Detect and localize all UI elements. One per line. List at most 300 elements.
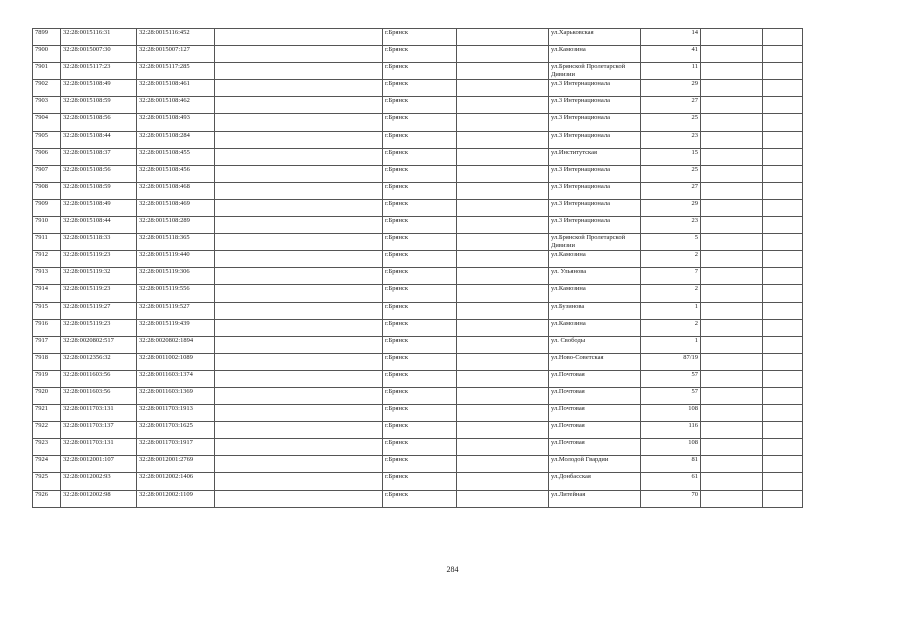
building-cadastral-number-cell: 32:28:0011002:1089 bbox=[137, 353, 215, 370]
house-number-cell: 25 bbox=[641, 165, 701, 182]
street-cell: ул.Камозина bbox=[549, 46, 641, 63]
empty-cell bbox=[215, 473, 383, 490]
empty-cell bbox=[701, 80, 763, 97]
empty-cell bbox=[457, 268, 549, 285]
empty-cell bbox=[701, 114, 763, 131]
row-id-cell: 7905 bbox=[33, 131, 61, 148]
house-number-cell: 2 bbox=[641, 285, 701, 302]
empty-cell bbox=[763, 46, 803, 63]
street-cell: ул.Институтская bbox=[549, 148, 641, 165]
empty-cell bbox=[701, 268, 763, 285]
cadastral-number-cell: 32:28:0015108:49 bbox=[61, 80, 137, 97]
building-cadastral-number-cell: 32:28:0011603:1369 bbox=[137, 387, 215, 404]
table-row bbox=[33, 285, 803, 302]
cadastral-number-cell: 32:28:0020802:517 bbox=[61, 336, 137, 353]
row-id-cell: 7926 bbox=[33, 490, 61, 507]
empty-cell bbox=[763, 302, 803, 319]
page-number: 284 bbox=[446, 565, 459, 574]
empty-cell bbox=[215, 490, 383, 507]
house-number-cell: 57 bbox=[641, 387, 701, 404]
city-cell: г.Брянск bbox=[383, 387, 457, 404]
street-cell: ул.Брянской Пролетарской Дивизии bbox=[549, 234, 641, 251]
cadastral-number-cell: 32:28:0015108:59 bbox=[61, 182, 137, 199]
cadastral-number-cell: 32:28:0011703:131 bbox=[61, 439, 137, 456]
table-row bbox=[33, 63, 803, 80]
empty-cell bbox=[457, 456, 549, 473]
table-row bbox=[33, 405, 803, 422]
table-row bbox=[33, 370, 803, 387]
empty-cell bbox=[701, 353, 763, 370]
cadastral-number-cell: 32:28:0015108:59 bbox=[61, 97, 137, 114]
cadastral-number-cell: 32:28:0015108:49 bbox=[61, 199, 137, 216]
street-cell: ул.Бузинова bbox=[549, 302, 641, 319]
row-id-cell: 7902 bbox=[33, 80, 61, 97]
empty-cell bbox=[457, 302, 549, 319]
empty-cell bbox=[763, 148, 803, 165]
city-cell: г.Брянск bbox=[383, 353, 457, 370]
empty-cell bbox=[701, 285, 763, 302]
empty-cell bbox=[215, 199, 383, 216]
house-number-cell: 70 bbox=[641, 490, 701, 507]
empty-cell bbox=[701, 387, 763, 404]
empty-cell bbox=[215, 80, 383, 97]
house-number-cell: 41 bbox=[641, 46, 701, 63]
building-cadastral-number-cell: 32:28:0015119:439 bbox=[137, 319, 215, 336]
empty-cell bbox=[763, 387, 803, 404]
row-id-cell: 7904 bbox=[33, 114, 61, 131]
house-number-cell: 87/19 bbox=[641, 353, 701, 370]
cadastral-number-cell: 32:28:0015118:33 bbox=[61, 234, 137, 251]
city-cell: г.Брянск bbox=[383, 80, 457, 97]
house-number-cell: 108 bbox=[641, 405, 701, 422]
table-row bbox=[33, 114, 803, 131]
empty-cell bbox=[701, 302, 763, 319]
street-cell: ул.3 Интернационала bbox=[549, 199, 641, 216]
street-cell: ул. Ульянова bbox=[549, 268, 641, 285]
empty-cell bbox=[701, 473, 763, 490]
building-cadastral-number-cell: 32:28:0015108:289 bbox=[137, 217, 215, 234]
building-cadastral-number-cell: 32:28:0011703:1625 bbox=[137, 422, 215, 439]
empty-cell bbox=[763, 473, 803, 490]
cadastral-number-cell: 32:28:0011703:131 bbox=[61, 405, 137, 422]
cadastral-number-cell: 32:28:0015119:23 bbox=[61, 285, 137, 302]
empty-cell bbox=[763, 490, 803, 507]
empty-cell bbox=[215, 302, 383, 319]
row-id-cell: 7899 bbox=[33, 29, 61, 46]
cadastral-number-cell: 32:28:0015116:31 bbox=[61, 29, 137, 46]
table-body bbox=[33, 29, 803, 508]
city-cell: г.Брянск bbox=[383, 114, 457, 131]
empty-cell bbox=[457, 29, 549, 46]
empty-cell bbox=[457, 422, 549, 439]
table-row bbox=[33, 80, 803, 97]
street-cell: ул.Камозина bbox=[549, 285, 641, 302]
empty-cell bbox=[701, 439, 763, 456]
row-id-cell: 7912 bbox=[33, 251, 61, 268]
empty-cell bbox=[763, 131, 803, 148]
building-cadastral-number-cell: 32:28:0015108:469 bbox=[137, 199, 215, 216]
empty-cell bbox=[763, 336, 803, 353]
city-cell: г.Брянск bbox=[383, 199, 457, 216]
building-cadastral-number-cell: 32:28:0015007:127 bbox=[137, 46, 215, 63]
empty-cell bbox=[763, 97, 803, 114]
city-cell: г.Брянск bbox=[383, 473, 457, 490]
building-cadastral-number-cell: 32:28:0015108:456 bbox=[137, 165, 215, 182]
empty-cell bbox=[701, 336, 763, 353]
row-id-cell: 7909 bbox=[33, 199, 61, 216]
row-id-cell: 7921 bbox=[33, 405, 61, 422]
table-row bbox=[33, 182, 803, 199]
table-row bbox=[33, 148, 803, 165]
empty-cell bbox=[215, 456, 383, 473]
building-cadastral-number-cell: 32:28:0015118:365 bbox=[137, 234, 215, 251]
empty-cell bbox=[763, 29, 803, 46]
row-id-cell: 7906 bbox=[33, 148, 61, 165]
house-number-cell: 108 bbox=[641, 439, 701, 456]
empty-cell bbox=[215, 97, 383, 114]
street-cell: ул.3 Интернационала bbox=[549, 165, 641, 182]
empty-cell bbox=[215, 439, 383, 456]
building-cadastral-number-cell: 32:28:0015108:461 bbox=[137, 80, 215, 97]
table-row bbox=[33, 387, 803, 404]
house-number-cell: 116 bbox=[641, 422, 701, 439]
empty-cell bbox=[215, 336, 383, 353]
empty-cell bbox=[457, 473, 549, 490]
row-id-cell: 7923 bbox=[33, 439, 61, 456]
table-row bbox=[33, 217, 803, 234]
cadastral-number-cell: 32:28:0015108:37 bbox=[61, 148, 137, 165]
city-cell: г.Брянск bbox=[383, 148, 457, 165]
city-cell: г.Брянск bbox=[383, 422, 457, 439]
house-number-cell: 61 bbox=[641, 473, 701, 490]
house-number-cell: 1 bbox=[641, 336, 701, 353]
building-cadastral-number-cell: 32:28:0012002:1109 bbox=[137, 490, 215, 507]
empty-cell bbox=[457, 336, 549, 353]
city-cell: г.Брянск bbox=[383, 182, 457, 199]
empty-cell bbox=[215, 268, 383, 285]
empty-cell bbox=[457, 199, 549, 216]
house-number-cell: 5 bbox=[641, 234, 701, 251]
table-row bbox=[33, 46, 803, 63]
house-number-cell: 29 bbox=[641, 80, 701, 97]
row-id-cell: 7910 bbox=[33, 217, 61, 234]
empty-cell bbox=[215, 165, 383, 182]
empty-cell bbox=[215, 422, 383, 439]
row-id-cell: 7922 bbox=[33, 422, 61, 439]
house-number-cell: 7 bbox=[641, 268, 701, 285]
street-cell: ул.Камозина bbox=[549, 319, 641, 336]
street-cell: ул.Литейная bbox=[549, 490, 641, 507]
table-row bbox=[33, 29, 803, 46]
building-cadastral-number-cell: 32:28:0011703:1917 bbox=[137, 439, 215, 456]
row-id-cell: 7914 bbox=[33, 285, 61, 302]
house-number-cell: 23 bbox=[641, 217, 701, 234]
empty-cell bbox=[215, 131, 383, 148]
city-cell: г.Брянск bbox=[383, 302, 457, 319]
empty-cell bbox=[701, 251, 763, 268]
building-cadastral-number-cell: 32:28:0015108:493 bbox=[137, 114, 215, 131]
cadastral-number-cell: 32:28:0012002:93 bbox=[61, 473, 137, 490]
empty-cell bbox=[763, 217, 803, 234]
empty-cell bbox=[763, 234, 803, 251]
empty-cell bbox=[457, 490, 549, 507]
street-cell: ул.Донбасская bbox=[549, 473, 641, 490]
building-cadastral-number-cell: 32:28:0012002:1406 bbox=[137, 473, 215, 490]
empty-cell bbox=[215, 370, 383, 387]
table-row bbox=[33, 490, 803, 507]
row-id-cell: 7913 bbox=[33, 268, 61, 285]
city-cell: г.Брянск bbox=[383, 439, 457, 456]
row-id-cell: 7918 bbox=[33, 353, 61, 370]
empty-cell bbox=[701, 405, 763, 422]
street-cell: ул.Харьковская bbox=[549, 29, 641, 46]
street-cell: ул.3 Интернационала bbox=[549, 114, 641, 131]
street-cell: ул.Ново-Советская bbox=[549, 353, 641, 370]
empty-cell bbox=[763, 268, 803, 285]
city-cell: г.Брянск bbox=[383, 285, 457, 302]
street-cell: ул.3 Интернационала bbox=[549, 131, 641, 148]
empty-cell bbox=[701, 97, 763, 114]
city-cell: г.Брянск bbox=[383, 46, 457, 63]
empty-cell bbox=[763, 182, 803, 199]
cadastral-number-cell: 32:28:0015119:23 bbox=[61, 251, 137, 268]
cadastral-number-cell: 32:28:0012002:98 bbox=[61, 490, 137, 507]
empty-cell bbox=[457, 114, 549, 131]
empty-cell bbox=[701, 29, 763, 46]
empty-cell bbox=[215, 234, 383, 251]
table-row bbox=[33, 473, 803, 490]
cadastral-number-cell: 32:28:0015119:27 bbox=[61, 302, 137, 319]
empty-cell bbox=[701, 199, 763, 216]
table-row bbox=[33, 199, 803, 216]
empty-cell bbox=[457, 405, 549, 422]
city-cell: г.Брянск bbox=[383, 370, 457, 387]
house-number-cell: 29 bbox=[641, 199, 701, 216]
empty-cell bbox=[701, 456, 763, 473]
empty-cell bbox=[763, 63, 803, 80]
row-id-cell: 7915 bbox=[33, 302, 61, 319]
street-cell: ул. Свободы bbox=[549, 336, 641, 353]
empty-cell bbox=[457, 234, 549, 251]
cadastral-number-cell: 32:28:0012001:107 bbox=[61, 456, 137, 473]
empty-cell bbox=[457, 80, 549, 97]
empty-cell bbox=[215, 63, 383, 80]
empty-cell bbox=[701, 490, 763, 507]
empty-cell bbox=[215, 353, 383, 370]
empty-cell bbox=[457, 217, 549, 234]
empty-cell bbox=[763, 422, 803, 439]
empty-cell bbox=[763, 353, 803, 370]
empty-cell bbox=[457, 63, 549, 80]
empty-cell bbox=[457, 439, 549, 456]
empty-cell bbox=[763, 165, 803, 182]
empty-cell bbox=[457, 148, 549, 165]
cadastral-number-cell: 32:28:0015119:23 bbox=[61, 319, 137, 336]
house-number-cell: 15 bbox=[641, 148, 701, 165]
building-cadastral-number-cell: 32:28:0015108:284 bbox=[137, 131, 215, 148]
table-row bbox=[33, 131, 803, 148]
empty-cell bbox=[215, 217, 383, 234]
table-row bbox=[33, 439, 803, 456]
table-row bbox=[33, 268, 803, 285]
empty-cell bbox=[457, 131, 549, 148]
city-cell: г.Брянск bbox=[383, 29, 457, 46]
street-cell: ул.Брянской Пролетарской Дивизии bbox=[549, 63, 641, 80]
empty-cell bbox=[457, 97, 549, 114]
city-cell: г.Брянск bbox=[383, 97, 457, 114]
cadastral-number-cell: 32:28:0015108:44 bbox=[61, 217, 137, 234]
empty-cell bbox=[701, 148, 763, 165]
building-cadastral-number-cell: 32:28:0015108:462 bbox=[137, 97, 215, 114]
table-row bbox=[33, 422, 803, 439]
house-number-cell: 25 bbox=[641, 114, 701, 131]
building-cadastral-number-cell: 32:28:0020802:1894 bbox=[137, 336, 215, 353]
table-row bbox=[33, 234, 803, 251]
empty-cell bbox=[701, 370, 763, 387]
empty-cell bbox=[215, 319, 383, 336]
empty-cell bbox=[701, 46, 763, 63]
city-cell: г.Брянск bbox=[383, 131, 457, 148]
building-cadastral-number-cell: 32:28:0012001:2769 bbox=[137, 456, 215, 473]
cadastral-number-cell: 32:28:0015007:30 bbox=[61, 46, 137, 63]
empty-cell bbox=[457, 353, 549, 370]
cadastral-number-cell: 32:28:0015108:56 bbox=[61, 114, 137, 131]
row-id-cell: 7916 bbox=[33, 319, 61, 336]
empty-cell bbox=[457, 285, 549, 302]
empty-cell bbox=[457, 182, 549, 199]
city-cell: г.Брянск bbox=[383, 490, 457, 507]
house-number-cell: 81 bbox=[641, 456, 701, 473]
building-cadastral-number-cell: 32:28:0015119:440 bbox=[137, 251, 215, 268]
row-id-cell: 7900 bbox=[33, 46, 61, 63]
building-cadastral-number-cell: 32:28:0015119:306 bbox=[137, 268, 215, 285]
row-id-cell: 7925 bbox=[33, 473, 61, 490]
street-cell: ул.Почтовая bbox=[549, 405, 641, 422]
city-cell: г.Брянск bbox=[383, 217, 457, 234]
empty-cell bbox=[763, 319, 803, 336]
house-number-cell: 14 bbox=[641, 29, 701, 46]
registry-table bbox=[32, 28, 803, 508]
empty-cell bbox=[763, 114, 803, 131]
building-cadastral-number-cell: 32:28:0011703:1913 bbox=[137, 405, 215, 422]
row-id-cell: 7924 bbox=[33, 456, 61, 473]
empty-cell bbox=[457, 319, 549, 336]
empty-cell bbox=[701, 63, 763, 80]
empty-cell bbox=[763, 439, 803, 456]
empty-cell bbox=[763, 199, 803, 216]
cadastral-number-cell: 32:28:0015119:32 bbox=[61, 268, 137, 285]
table-row bbox=[33, 319, 803, 336]
house-number-cell: 11 bbox=[641, 63, 701, 80]
city-cell: г.Брянск bbox=[383, 268, 457, 285]
city-cell: г.Брянск bbox=[383, 165, 457, 182]
building-cadastral-number-cell: 32:28:0011603:1374 bbox=[137, 370, 215, 387]
city-cell: г.Брянск bbox=[383, 319, 457, 336]
street-cell: ул.Камозина bbox=[549, 251, 641, 268]
empty-cell bbox=[701, 182, 763, 199]
house-number-cell: 23 bbox=[641, 131, 701, 148]
row-id-cell: 7908 bbox=[33, 182, 61, 199]
empty-cell bbox=[215, 251, 383, 268]
city-cell: г.Брянск bbox=[383, 456, 457, 473]
empty-cell bbox=[457, 370, 549, 387]
empty-cell bbox=[701, 422, 763, 439]
empty-cell bbox=[763, 285, 803, 302]
empty-cell bbox=[457, 46, 549, 63]
empty-cell bbox=[701, 217, 763, 234]
cadastral-number-cell: 32:28:0011603:56 bbox=[61, 370, 137, 387]
cadastral-number-cell: 32:28:0011703:137 bbox=[61, 422, 137, 439]
empty-cell bbox=[763, 251, 803, 268]
row-id-cell: 7901 bbox=[33, 63, 61, 80]
empty-cell bbox=[215, 114, 383, 131]
table-row bbox=[33, 97, 803, 114]
empty-cell bbox=[701, 131, 763, 148]
row-id-cell: 7907 bbox=[33, 165, 61, 182]
building-cadastral-number-cell: 32:28:0015116:452 bbox=[137, 29, 215, 46]
row-id-cell: 7917 bbox=[33, 336, 61, 353]
street-cell: ул.3 Интернационала bbox=[549, 182, 641, 199]
empty-cell bbox=[215, 46, 383, 63]
building-cadastral-number-cell: 32:28:0015108:455 bbox=[137, 148, 215, 165]
street-cell: ул.3 Интернационала bbox=[549, 80, 641, 97]
row-id-cell: 7919 bbox=[33, 370, 61, 387]
table-row bbox=[33, 302, 803, 319]
street-cell: ул.Молодой Гвардии bbox=[549, 456, 641, 473]
empty-cell bbox=[215, 405, 383, 422]
table-row bbox=[33, 456, 803, 473]
row-id-cell: 7911 bbox=[33, 234, 61, 251]
empty-cell bbox=[701, 319, 763, 336]
row-id-cell: 7903 bbox=[33, 97, 61, 114]
street-cell: ул.Почтовая bbox=[549, 387, 641, 404]
empty-cell bbox=[215, 29, 383, 46]
city-cell: г.Брянск bbox=[383, 336, 457, 353]
empty-cell bbox=[215, 387, 383, 404]
city-cell: г.Брянск bbox=[383, 234, 457, 251]
cadastral-number-cell: 32:28:0015108:44 bbox=[61, 131, 137, 148]
table-row bbox=[33, 251, 803, 268]
house-number-cell: 27 bbox=[641, 182, 701, 199]
cadastral-number-cell: 32:28:0011603:56 bbox=[61, 387, 137, 404]
house-number-cell: 1 bbox=[641, 302, 701, 319]
empty-cell bbox=[215, 285, 383, 302]
empty-cell bbox=[701, 234, 763, 251]
table-row bbox=[33, 336, 803, 353]
cadastral-number-cell: 32:28:0015117:23 bbox=[61, 63, 137, 80]
street-cell: ул.Почтовая bbox=[549, 422, 641, 439]
empty-cell bbox=[215, 148, 383, 165]
building-cadastral-number-cell: 32:28:0015119:527 bbox=[137, 302, 215, 319]
house-number-cell: 2 bbox=[641, 251, 701, 268]
cadastral-number-cell: 32:28:0012356:32 bbox=[61, 353, 137, 370]
house-number-cell: 2 bbox=[641, 319, 701, 336]
empty-cell bbox=[763, 405, 803, 422]
empty-cell bbox=[763, 370, 803, 387]
cadastral-number-cell: 32:28:0015108:56 bbox=[61, 165, 137, 182]
city-cell: г.Брянск bbox=[383, 63, 457, 80]
building-cadastral-number-cell: 32:28:0015117:285 bbox=[137, 63, 215, 80]
house-number-cell: 27 bbox=[641, 97, 701, 114]
empty-cell bbox=[457, 165, 549, 182]
empty-cell bbox=[763, 456, 803, 473]
empty-cell bbox=[763, 80, 803, 97]
empty-cell bbox=[457, 251, 549, 268]
row-id-cell: 7920 bbox=[33, 387, 61, 404]
city-cell: г.Брянск bbox=[383, 251, 457, 268]
building-cadastral-number-cell: 32:28:0015108:468 bbox=[137, 182, 215, 199]
table-row bbox=[33, 165, 803, 182]
